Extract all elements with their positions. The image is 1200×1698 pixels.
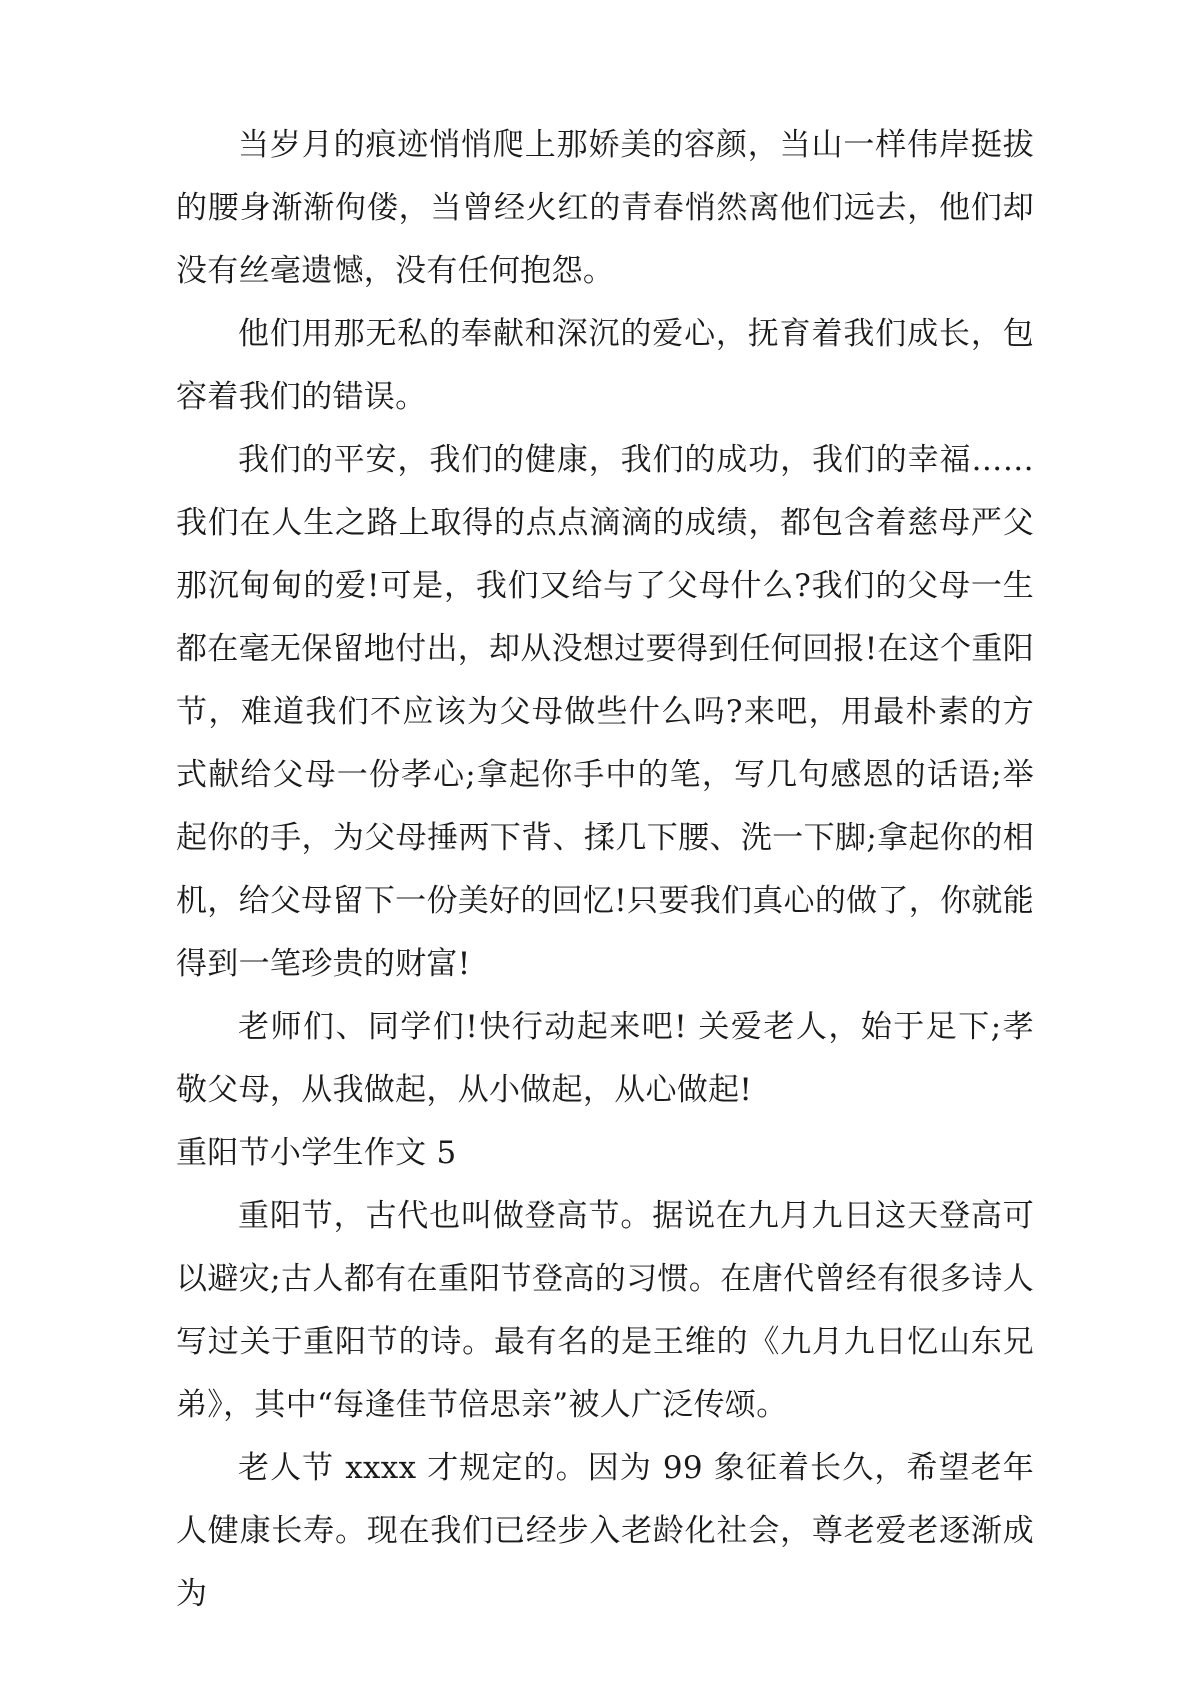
paragraph-give-back: 我们的平安，我们的健康，我们的成功，我们的幸福……我们在人生之路上取得的点点滴滴的成绩，都包含着慈母严父那沉甸甸的爱!可是，我们又给与了父母什么?我们的父母一生都在毫无保留地付出，却从没想过要得到任何回报!在这个重阳节，难道我们不应该为父母做些什么吗?来吧，用最朴素的方式献给父母一份孝心;拿起你手中的笔，写几句感恩的话语;举起你的手，为父母捶两下背、揉几下腰、洗一下脚;拿起你的相机，给父母留下一份美好的回忆!只要我们真心的做了，你就能得到一笔珍贵的财富! bbox=[176, 442, 1034, 982]
paragraph-double-ninth-origin: 重阳节，古代也叫做登高节。据说在九月九日这天登高可以避灾;古人都有在重阳节登高的习惯。在唐代曾经有很多诗人写过关于重阳节的诗。最有名的是王维的《九月九日忆山东兄弟》，其中“每逢佳节倍思亲”被人广泛传颂。 bbox=[176, 1198, 1034, 1423]
paragraph-selfless-love: 他们用那无私的奉献和深沉的爱心，抚育着我们成长，包容着我们的错误。 bbox=[176, 316, 1034, 415]
paragraph-call-to-action: 老师们、同学们!快行动起来吧! 关爱老人，始于足下;孝敬父母，从我做起，从小做起，从心做起! bbox=[176, 1009, 1034, 1108]
paragraph-aging-parents: 当岁月的痕迹悄悄爬上那娇美的容颜，当山一样伟岸挺拔的腰身渐渐佝偻，当曾经火红的青春悄然离他们远去，他们却没有丝毫遗憾，没有任何抱怨。 bbox=[176, 127, 1034, 289]
paragraph-seniors-day: 老人节 xxxx 才规定的。因为 99 象征着长久，希望老年人健康长寿。现在我们已经步入老龄化社会，尊老爱老逐渐成为 bbox=[176, 1450, 1034, 1612]
section-heading: 重阳节小学生作文 5 bbox=[176, 1135, 457, 1171]
document-body bbox=[176, 114, 1034, 1626]
